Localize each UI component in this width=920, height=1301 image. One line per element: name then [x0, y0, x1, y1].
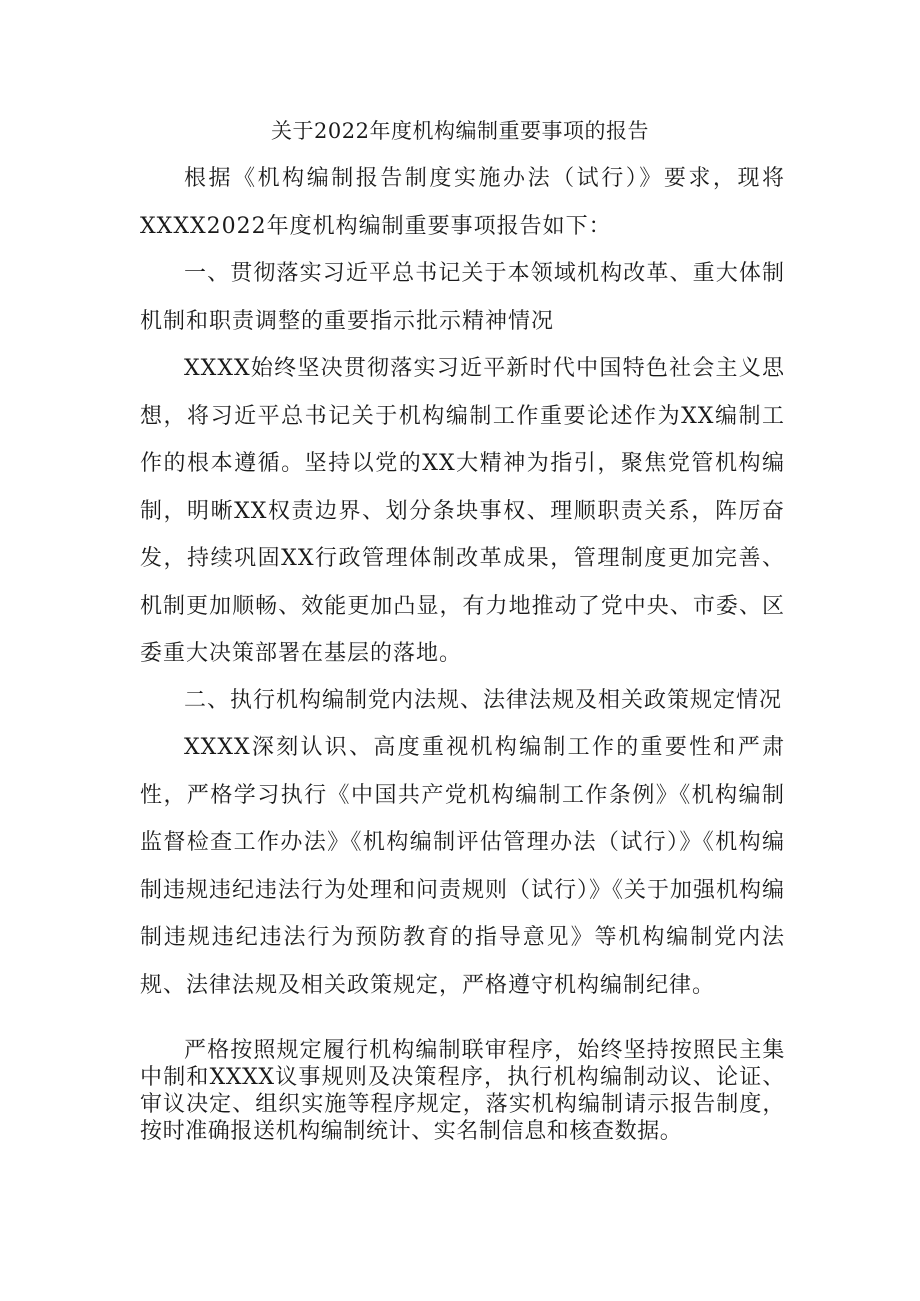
intro-paragraph: 根据《机构编制报告制度实施办法（试行）》要求，现将XXXX2022年度机构编制重要事项报告如下：: [140, 166, 785, 239]
section1-body: XXXX始终坚决贯彻落实习近平新时代中国特色社会主义思想，将习近平总书记关于机构编制工作重要论述作为XX编制工作的根本遵循。坚持以党的XX大精神为指引，聚焦党管机构编制，明晰XX权责边界、划分条块事权、理顺职责关系，阵厉奋发，持续巩固XX行政管理体制改革成果，管理制度更加完善、机制更加顺畅、效能更加凸显，有力地推动了党中央、市委、区委重大决策部署在基层的落地。: [140, 356, 785, 666]
section1-heading: 一、贯彻落实习近平总书记关于本领域机构改革、重大体制机制和职责调整的重要指示批示精神情况: [140, 261, 785, 334]
document-title: 关于2022年度机构编制重要事项的报告: [271, 119, 649, 143]
section2-body: XXXX深刻认识、高度重视机构编制工作的重要性和严肃性，严格学习执行《中国共产党机构编制工作条例》《机构编制监督检查工作办法》《机构编制评估管理办法（试行）》《机构编制违规违纪违法行为处理和问责规则（试行）》《关于加强机构编制违规违纪违法行为预防教育的指导意见》等机构编制党内法规、法律法规及相关政策规定，严格遵守机构编制纪律。: [140, 735, 786, 998]
section2-body-continued: 严格按照规定履行机构编制联审程序，始终坚持按照民主集中制和XXXX议事规则及决策程序，执行机构编制动议、论证、审议决定、组织实施等程序规定，落实机构编制请示报告制度，按时准确报送机构编制统计、实名制信息和核查数据。: [140, 1038, 785, 1144]
section2-heading: 二、执行机构编制党内法规、法律法规及相关政策规定情况: [184, 688, 783, 713]
